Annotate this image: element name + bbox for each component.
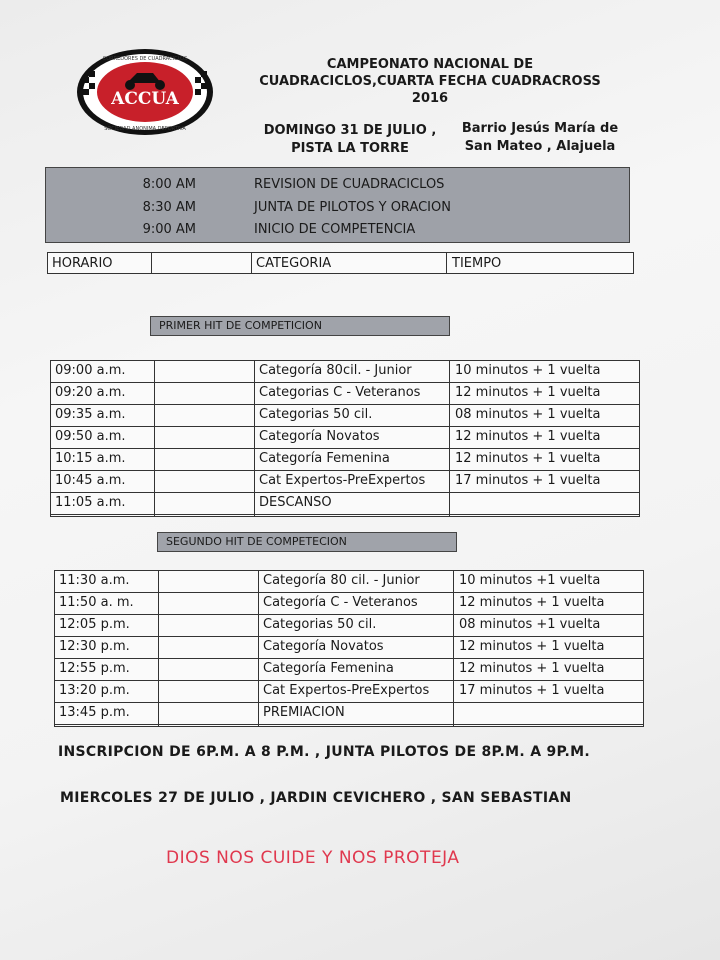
duration-cell: 12 minutos + 1 vuelta [455, 385, 601, 400]
event-date [245, 122, 455, 158]
time-cell: 10:15 a.m. [55, 451, 126, 466]
date-line: PISTA LA TORRE [291, 141, 409, 156]
schedule-row [55, 659, 643, 681]
morning-time: 9:00 AM [142, 222, 196, 237]
duration-cell: 12 minutos + 1 vuelta [455, 451, 601, 466]
schedule-row [55, 571, 643, 593]
title-line: CAMPEONATO NACIONAL DE [326, 57, 534, 72]
duration-cell: 12 minutos + 1 vuelta [459, 639, 605, 654]
duration-cell: 10 minutos +1 vuelta [459, 573, 601, 588]
duration-cell: 17 minutos + 1 vuelta [455, 473, 601, 488]
category-cell: Cat Expertos-PreExpertos [259, 473, 426, 488]
morning-row [46, 200, 629, 222]
schedule-row [55, 681, 643, 703]
column-divider [446, 253, 447, 273]
time-cell: 11:05 a.m. [55, 495, 126, 510]
duration-cell: 08 minutos +1 vuelta [459, 617, 601, 632]
morning-row [46, 222, 629, 244]
duration-cell: 08 minutos + 1 vuelta [455, 407, 601, 422]
time-cell: 12:30 p.m. [59, 639, 130, 654]
duration-cell: 12 minutos + 1 vuelta [459, 661, 605, 676]
time-cell: 11:50 a. m. [59, 595, 134, 610]
registration-note: INSCRIPCION DE 6P.M. A 8 P.M. , JUNTA PILOTOS DE 8P.M. A 9P.M. [58, 744, 590, 760]
morning-row [46, 177, 629, 199]
schedule-row [55, 615, 643, 637]
schedule-row [55, 637, 643, 659]
category-cell: Categorias 50 cil. [259, 407, 373, 422]
morning-time: 8:30 AM [142, 200, 196, 215]
morning-desc: REVISION DE CUADRACICLOS [254, 177, 445, 192]
morning-desc: JUNTA DE PILOTOS Y ORACION [254, 200, 451, 215]
category-cell: Categoría 80cil. - Junior [259, 363, 412, 378]
column-header-row [47, 252, 634, 274]
column-divider [453, 571, 454, 726]
time-cell: 13:45 p.m. [59, 705, 130, 720]
morning-desc: INICIO DE COMPETENCIA [254, 222, 416, 237]
col-tiempo: TIEMPO [452, 256, 502, 271]
morning-schedule-box [45, 167, 630, 243]
schedule-row [51, 361, 639, 383]
duration-cell: 12 minutos + 1 vuelta [459, 595, 605, 610]
time-cell: 13:20 p.m. [59, 683, 130, 698]
title-line: CUADRACICLOS,CUARTA FECHA CUADRACROSS [259, 74, 601, 89]
location-line: Barrio Jesús María de [461, 121, 619, 136]
time-cell: 09:50 a.m. [55, 429, 126, 444]
schedule-row [51, 449, 639, 471]
schedule-row [55, 593, 643, 615]
time-cell: 12:55 p.m. [59, 661, 130, 676]
schedule-row [51, 471, 639, 493]
date-line: DOMINGO 31 DE JULIO , [263, 123, 437, 138]
column-divider [151, 253, 152, 273]
schedule-row [51, 405, 639, 427]
category-cell: Cat Expertos-PreExpertos [263, 683, 430, 698]
hit2-table [54, 570, 644, 727]
schedule-row [51, 493, 639, 515]
category-cell: Categorias C - Veteranos [259, 385, 421, 400]
category-cell: Categoría C - Veteranos [263, 595, 418, 610]
column-divider [158, 571, 159, 726]
category-cell: PREMIACION [263, 705, 345, 720]
location-line: San Mateo , Alajuela [464, 139, 616, 154]
category-cell: Categoría Femenina [263, 661, 394, 676]
event-title [240, 56, 620, 107]
time-cell: 11:30 a.m. [59, 573, 130, 588]
closing-blessing: DIOS NOS CUIDE Y NOS PROTEJA [166, 848, 460, 868]
hit1-title: PRIMER HIT DE COMPETICION [159, 319, 322, 332]
hit1-title-bar [150, 316, 450, 336]
logo-brand-text: ACCUA [111, 89, 179, 109]
column-divider [254, 361, 255, 516]
category-cell: Categoría 80 cil. - Junior [263, 573, 420, 588]
event-location [450, 120, 630, 156]
category-cell: Categoría Novatos [259, 429, 380, 444]
registration-location: MIERCOLES 27 DE JULIO , JARDIN CEVICHERO , SAN SEBASTIAN [60, 790, 572, 806]
column-divider [251, 253, 252, 273]
schedule-row [55, 703, 643, 725]
category-cell: Categoría Novatos [263, 639, 384, 654]
time-cell: 12:05 p.m. [59, 617, 130, 632]
time-cell: 09:00 a.m. [55, 363, 126, 378]
time-cell: 09:20 a.m. [55, 385, 126, 400]
hit2-title-bar [157, 532, 457, 552]
schedule-row [51, 427, 639, 449]
column-divider [449, 361, 450, 516]
column-divider [258, 571, 259, 726]
logo-ring-bottom-text: SOCIEDAD ANONIMA DEPORTIVA [104, 126, 186, 132]
duration-cell: 12 minutos + 1 vuelta [455, 429, 601, 444]
duration-cell: 17 minutos + 1 vuelta [459, 683, 605, 698]
col-horario: HORARIO [52, 256, 113, 271]
hit1-table [50, 360, 640, 517]
title-line: 2016 [411, 91, 449, 106]
category-cell: Categoría Femenina [259, 451, 390, 466]
category-cell: DESCANSO [259, 495, 332, 510]
morning-time: 8:00 AM [142, 177, 196, 192]
schedule-row [51, 383, 639, 405]
logo-ring-top-text: CORREDORES DE CUADRACICLOS [102, 56, 188, 62]
duration-cell: 10 minutos + 1 vuelta [455, 363, 601, 378]
time-cell: 09:35 a.m. [55, 407, 126, 422]
hit2-title: SEGUNDO HIT DE COMPETECION [166, 535, 347, 548]
accua-logo [75, 47, 215, 137]
time-cell: 10:45 a.m. [55, 473, 126, 488]
column-divider [154, 361, 155, 516]
category-cell: Categorias 50 cil. [263, 617, 377, 632]
col-categoria: CATEGORIA [256, 256, 332, 271]
